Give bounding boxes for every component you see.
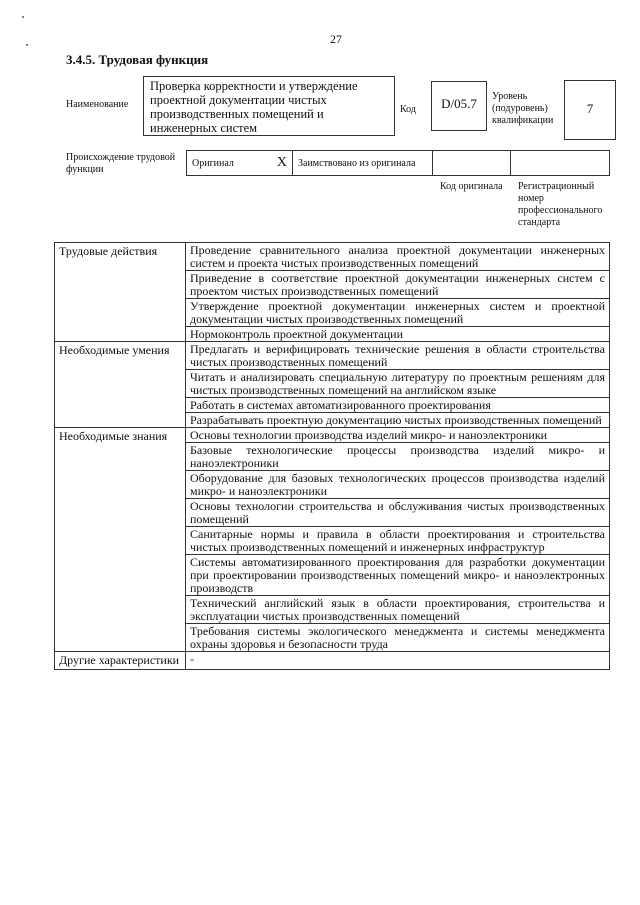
section-item: - bbox=[186, 652, 610, 670]
section-item: Утверждение проектной документации инженерных систем и проектной документации чистых производственных помещений bbox=[186, 299, 610, 327]
origin-code-cell bbox=[433, 151, 511, 175]
section-item: Приведение в соответствие проектной документации инженерных систем с проектом чистых производственных помещений bbox=[186, 271, 610, 299]
section-item: Основы технологии строительства и обслуживания чистых производственных помещений bbox=[186, 499, 610, 527]
section-item: Разрабатывать проектную документацию чистых производственных помещений bbox=[186, 413, 610, 428]
section-item: Работать в системах автоматизированного проектирования bbox=[186, 398, 610, 413]
section-item: Читать и анализировать специальную литературу по проектным решениям для чистых производственных помещений на английском языке bbox=[186, 370, 610, 398]
table-row bbox=[55, 428, 610, 443]
level-box: 7 bbox=[564, 80, 616, 140]
section-item: Системы автоматизированного проектирования для разработки документации при проектировании производственных помещений микро- и наноэлектронных производств bbox=[186, 555, 610, 596]
origin-original-cell bbox=[187, 151, 293, 175]
code-box: D/05.7 bbox=[431, 81, 487, 131]
section-item: Основы технологии производства изделий микро- и наноэлектроники bbox=[186, 428, 610, 443]
section-item: Санитарные нормы и правила в области проектирования и строительства чистых производственных помещений и инженерных инфраструктур bbox=[186, 527, 610, 555]
table-row bbox=[55, 342, 610, 370]
level-label: Уровень (подуровень) квалификации bbox=[492, 91, 554, 126]
origin-borrowed-cell bbox=[293, 151, 433, 175]
section-title: Необходимые умения bbox=[55, 342, 186, 428]
section-item: Предлагать и верифицировать технические решения в области строительства чистых производственных помещений bbox=[186, 342, 610, 370]
code-label: Код bbox=[400, 104, 416, 115]
section-title: Другие характеристики bbox=[55, 652, 186, 670]
section-item: Проведение сравнительного анализа проектной документации инженерных систем и проекта чистых производственных помещений bbox=[186, 243, 610, 271]
section-item: Оборудование для базовых технологических процессов производства изделий микро- и наноэлектроники bbox=[186, 471, 610, 499]
section-heading: 3.4.5. Трудовая функция bbox=[66, 52, 209, 67]
table-row bbox=[55, 243, 610, 271]
origin-reg-caption: Регистрационный номер профессионального стандарта bbox=[518, 181, 603, 228]
origin-mark: X bbox=[276, 155, 287, 170]
origin-label: Происхождение трудовой функции bbox=[66, 152, 176, 175]
section-title: Трудовые действия bbox=[55, 243, 186, 342]
origin-original-label: Оригинал bbox=[192, 157, 234, 169]
origin-code-caption: Код оригинала bbox=[440, 181, 503, 192]
origin-row bbox=[186, 150, 610, 176]
function-details-table bbox=[54, 242, 610, 670]
origin-borrowed-label: Заимствовано из оригинала bbox=[298, 157, 416, 169]
section-title: Необходимые знания bbox=[55, 428, 186, 652]
table-row bbox=[55, 652, 610, 670]
scan-artifact bbox=[26, 44, 28, 46]
page-number: 27 bbox=[330, 32, 342, 46]
function-name-box: Проверка корректности и утверждение проектной документации чистых производственных помещений и инженерных систем bbox=[143, 76, 395, 136]
section-item: Требования системы экологического менеджмента и системы менеджмента охраны здоровья и безопасности труда bbox=[186, 624, 610, 652]
section-item: Нормоконтроль проектной документации bbox=[186, 327, 610, 342]
section-item: Технический английский язык в области проектирования, строительства и эксплуатации чистых производственных помещений bbox=[186, 596, 610, 624]
scan-artifact bbox=[22, 16, 24, 18]
section-item: Базовые технологические процессы производства изделий микро- и наноэлектроники bbox=[186, 443, 610, 471]
origin-reg-cell bbox=[511, 151, 609, 175]
name-label: Наименование bbox=[66, 99, 129, 110]
